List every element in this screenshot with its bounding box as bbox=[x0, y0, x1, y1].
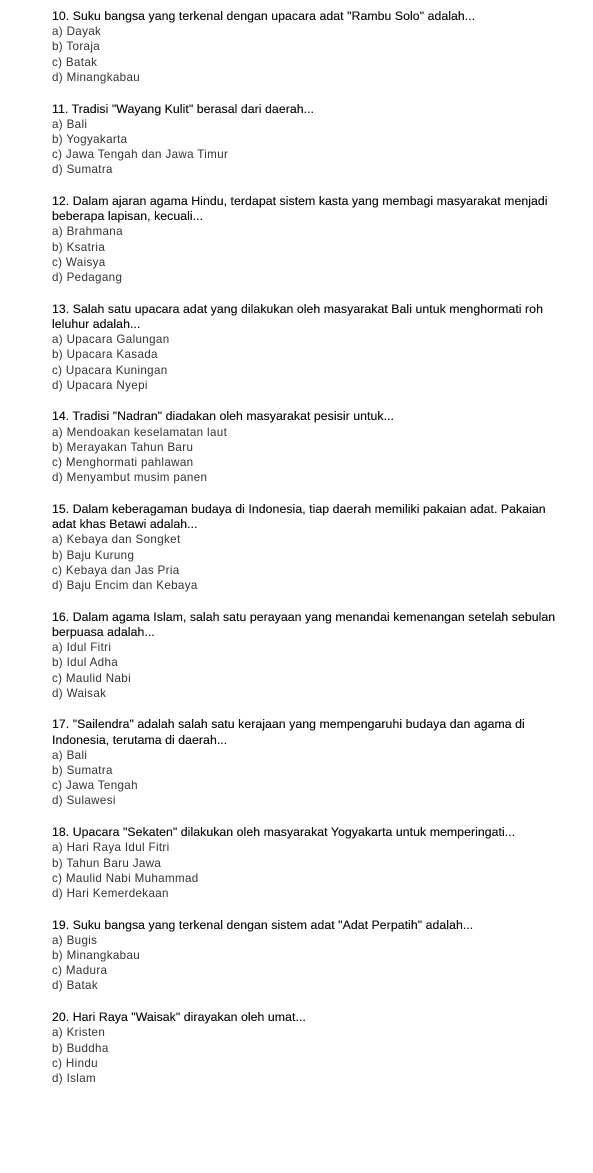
question-14 bbox=[52, 409, 572, 485]
option-b: b) Buddha bbox=[52, 1041, 109, 1055]
question-13 bbox=[52, 302, 572, 393]
question-12 bbox=[52, 194, 572, 285]
question-19 bbox=[52, 918, 572, 994]
option-d: d) Pedagang bbox=[52, 271, 123, 285]
option-a: a) Kebaya dan Songket bbox=[52, 533, 181, 547]
question-text: 18. Upacara "Sekaten" dilakukan oleh masyarakat Yogyakarta untuk memperingati... bbox=[52, 825, 516, 840]
option-d: d) Islam bbox=[52, 1071, 97, 1085]
option-d: d) Batak bbox=[52, 979, 98, 993]
question-text: 13. Salah satu upacara adat yang dilakukan oleh masyarakat Bali untuk menghormati roh leluhur adalah... bbox=[52, 301, 543, 331]
option-a: a) Bugis bbox=[52, 933, 98, 947]
option-b: b) Yogyakarta bbox=[52, 132, 128, 146]
option-c: c) Upacara Kuningan bbox=[52, 363, 168, 377]
option-b: b) Merayakan Tahun Baru bbox=[52, 440, 194, 454]
question-text: 20. Hari Raya "Waisak" dirayakan oleh umat... bbox=[52, 1010, 306, 1025]
option-c: c) Menghormati pahlawan bbox=[52, 456, 194, 470]
question-17 bbox=[52, 717, 572, 808]
question-text: 17. "Sailendra" adalah salah satu kerajaan yang mempengaruhi budaya dan agama di Indonesia, terutama di daerah... bbox=[52, 717, 525, 747]
option-b: b) Minangkabau bbox=[52, 949, 141, 963]
option-a: a) Kristen bbox=[52, 1026, 106, 1040]
option-a: a) Brahmana bbox=[52, 225, 123, 239]
option-a: a) Dayak bbox=[52, 25, 102, 39]
option-b: b) Ksatria bbox=[52, 240, 106, 254]
question-text: 14. Tradisi "Nadran" diadakan oleh masyarakat pesisir untuk... bbox=[52, 409, 394, 424]
option-d: d) Baju Encim dan Kebaya bbox=[52, 579, 198, 592]
option-a: a) Upacara Galungan bbox=[52, 333, 170, 347]
question-text: 16. Dalam agama Islam, salah satu perayaan yang menandai kemenangan setelah sebulan berpuasa adalah... bbox=[52, 609, 556, 639]
question-text: 15. Dalam keberagaman budaya di Indonesia, tiap daerah memiliki pakaian adat. Pakaian adat khas Betawi adalah... bbox=[52, 501, 546, 532]
option-c: c) Maulid Nabi Muhammad bbox=[52, 871, 199, 885]
option-c: c) Madura bbox=[52, 964, 108, 978]
option-b: b) Tahun Baru Jawa bbox=[52, 856, 162, 870]
option-c: c) Batak bbox=[52, 55, 98, 69]
question-text: 10. Suku bangsa yang terkenal dengan upacara adat "Rambu Solo" adalah... bbox=[52, 9, 476, 23]
option-c: c) Kebaya dan Jas Pria bbox=[52, 563, 180, 577]
option-c: c) Jawa Tengah bbox=[52, 779, 138, 793]
question-16 bbox=[52, 610, 572, 701]
question-text: 12. Dalam ajaran agama Hindu, terdapat sistem kasta yang membagi masyarakat menjadi beberapa lapisan, kecuali... bbox=[52, 194, 548, 224]
question-text: 19. Suku bangsa yang terkenal dengan sistem adat "Adat Perpatih" adalah... bbox=[52, 917, 474, 932]
option-a: a) Hari Raya Idul Fitri bbox=[52, 841, 170, 855]
option-b: b) Idul Adha bbox=[52, 656, 119, 670]
option-c: c) Waisya bbox=[52, 255, 106, 269]
question-20 bbox=[52, 1010, 572, 1086]
option-b: b) Sumatra bbox=[52, 764, 113, 778]
option-d: d) Waisak bbox=[52, 686, 107, 700]
option-d: d) Hari Kemerdekaan bbox=[52, 886, 169, 900]
option-c: c) Jawa Tengah dan Jawa Timur bbox=[52, 148, 229, 162]
option-d: d) Minangkabau bbox=[52, 70, 141, 84]
quiz-document bbox=[52, 9, 572, 1103]
question-18 bbox=[52, 825, 572, 901]
option-d: d) Upacara Nyepi bbox=[52, 378, 148, 392]
option-d: d) Menyambut musim panen bbox=[52, 471, 208, 485]
option-c: c) Hindu bbox=[52, 1056, 98, 1070]
question-15 bbox=[52, 502, 572, 593]
option-b: b) Toraja bbox=[52, 40, 101, 54]
question-10 bbox=[52, 9, 572, 85]
option-a: a) Idul Fitri bbox=[52, 641, 112, 655]
option-d: d) Sumatra bbox=[52, 163, 113, 177]
option-d: d) Sulawesi bbox=[52, 794, 116, 808]
option-c: c) Maulid Nabi bbox=[52, 671, 131, 685]
option-b: b) Upacara Kasada bbox=[52, 348, 158, 362]
option-a: a) Bali bbox=[52, 117, 88, 131]
question-11 bbox=[52, 102, 572, 178]
option-a: a) Mendoakan keselamatan laut bbox=[52, 425, 228, 439]
option-b: b) Baju Kurung bbox=[52, 548, 135, 562]
question-text: 11. Tradisi "Wayang Kulit" berasal dari daerah... bbox=[52, 101, 315, 116]
option-a: a) Bali bbox=[52, 748, 88, 762]
